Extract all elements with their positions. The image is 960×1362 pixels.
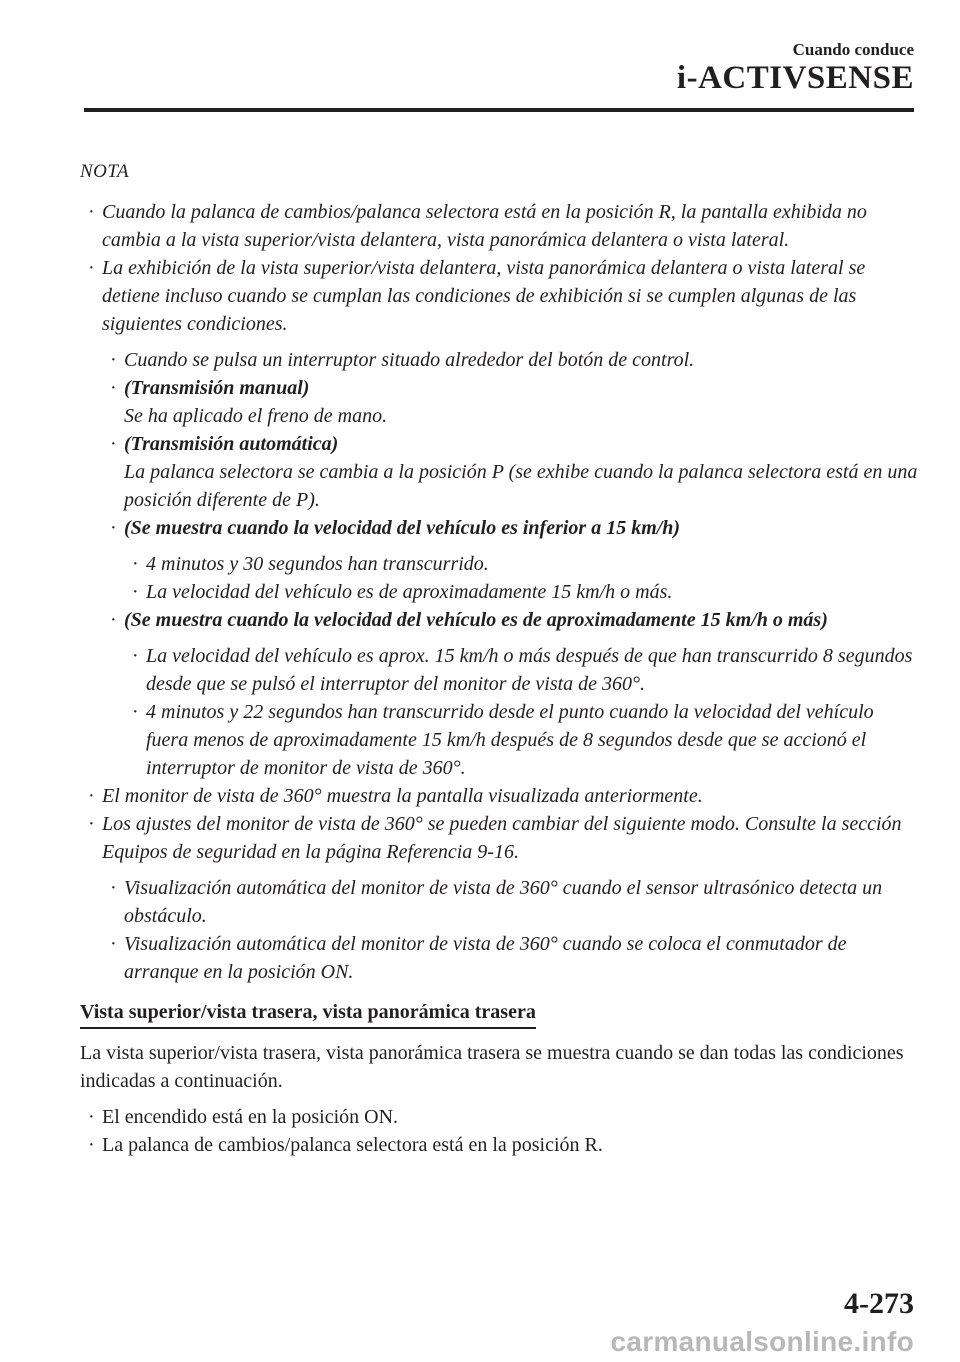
bullet-icon: · (110, 609, 117, 631)
bullet-icon: · (110, 349, 117, 371)
bullet-icon: · (88, 1134, 95, 1156)
bullet-icon: · (88, 1106, 95, 1128)
conditions-list (102, 346, 918, 782)
note-item-text: El monitor de vista de 360° muestra la pantalla visualizada anteriormente. (102, 785, 703, 807)
note-title: NOTA (80, 161, 130, 182)
list-item (110, 930, 918, 986)
list-item (132, 642, 918, 698)
note-list (80, 198, 918, 986)
bullet-icon: · (132, 553, 139, 575)
bullet-icon: · (88, 201, 95, 223)
condition-text: 4 minutos y 30 segundos han transcurrido. (146, 553, 489, 575)
header-title: i-ACTIVSENSE (676, 60, 914, 96)
bullet-icon: · (132, 581, 139, 603)
list-item (110, 430, 918, 514)
list-item (110, 346, 918, 374)
bullet-icon: · (88, 813, 95, 835)
condition-text: La velocidad del vehículo es aprox. 15 km/h o más después de que han transcurrido 8 segundos desde que se pulsó el interruptor del monitor de vista de 360°. (146, 645, 913, 695)
below15-list (124, 550, 918, 606)
page-number: 4-273 (844, 1287, 914, 1320)
condition-heading: (Se muestra cuando la velocidad del vehículo es inferior a 15 km/h) (124, 517, 681, 539)
above15-list (124, 642, 918, 782)
list-item (88, 1131, 918, 1159)
bullet-icon: · (132, 701, 139, 723)
list-item (88, 254, 918, 782)
note-item-text: Cuando la palanca de cambios/palanca selectora está en la posición R, la pantalla exhibida no cambia a la vista superior/vista delantera, vista panorámica delantera o vista lateral. (102, 201, 867, 251)
section-list (80, 1103, 918, 1159)
bullet-icon: · (88, 257, 95, 279)
bullet-icon: · (110, 517, 117, 539)
list-item (132, 578, 918, 606)
list-item (110, 874, 918, 930)
bullet-icon: · (110, 877, 117, 899)
section-heading: Vista superior/vista trasera, vista panorámica trasera (80, 998, 536, 1029)
header-rule (84, 108, 914, 112)
setting-text: Visualización automática del monitor de vista de 360° cuando el sensor ultrasónico detecta un obstáculo. (124, 877, 883, 927)
header-section-label: Cuando conduce (792, 40, 914, 59)
bullet-icon: · (110, 433, 117, 455)
list-item (110, 606, 918, 782)
condition-heading: (Transmisión manual) (124, 377, 310, 399)
bullet-icon: · (88, 785, 95, 807)
note-item-text: Los ajustes del monitor de vista de 360° se pueden cambiar del siguiente modo. Consulte la sección Equipos de seguridad en la página Referencia 9-16. (102, 813, 902, 863)
condition-text: Se ha aplicado el freno de mano. (124, 405, 388, 427)
section-item-text: La palanca de cambios/palanca selectora está en la posición R. (102, 1134, 603, 1156)
section-item-text: El encendido está en la posición ON. (102, 1106, 399, 1128)
condition-text: Cuando se pulsa un interruptor situado alrededor del botón de control. (124, 349, 695, 371)
list-item (110, 514, 918, 606)
list-item (88, 1103, 918, 1131)
list-item (88, 810, 918, 986)
page-content (80, 158, 918, 1159)
condition-heading: (Se muestra cuando la velocidad del vehículo es de aproximadamente 15 km/h o más) (124, 609, 828, 631)
condition-heading: (Transmisión automática) (124, 433, 339, 455)
list-item (132, 550, 918, 578)
section-intro: La vista superior/vista trasera, vista panorámica trasera se muestra cuando se dan todas las condiciones indicadas a continuación. (80, 1042, 904, 1092)
setting-text: Visualización automática del monitor de vista de 360° cuando se coloca el conmutador de arranque en la posición ON. (124, 933, 847, 983)
settings-list (102, 874, 918, 986)
condition-text: La velocidad del vehículo es de aproximadamente 15 km/h o más. (146, 581, 673, 603)
bullet-icon: · (132, 645, 139, 667)
condition-text: La palanca selectora se cambia a la posición P (se exhibe cuando la palanca selectora está en una posición diferente de P). (124, 461, 918, 511)
list-item (88, 198, 918, 254)
note-item-text: La exhibición de la vista superior/vista delantera, vista panorámica delantera o vista lateral se detiene incluso cuando se cumplan las condiciones de exhibición si se cumplen algunas de las siguientes condiciones. (102, 257, 866, 335)
watermark: carmanualsonline.info (610, 1326, 914, 1357)
list-item (110, 374, 918, 430)
list-item (132, 698, 918, 782)
bullet-icon: · (110, 377, 117, 399)
bullet-icon: · (110, 933, 117, 955)
list-item (88, 782, 918, 810)
condition-text: 4 minutos y 22 segundos han transcurrido desde el punto cuando la velocidad del vehículo fuera menos de aproximadamente 15 km/h después de 8 segundos desde que se accionó el interruptor de monitor de vista de 360°. (146, 701, 874, 779)
